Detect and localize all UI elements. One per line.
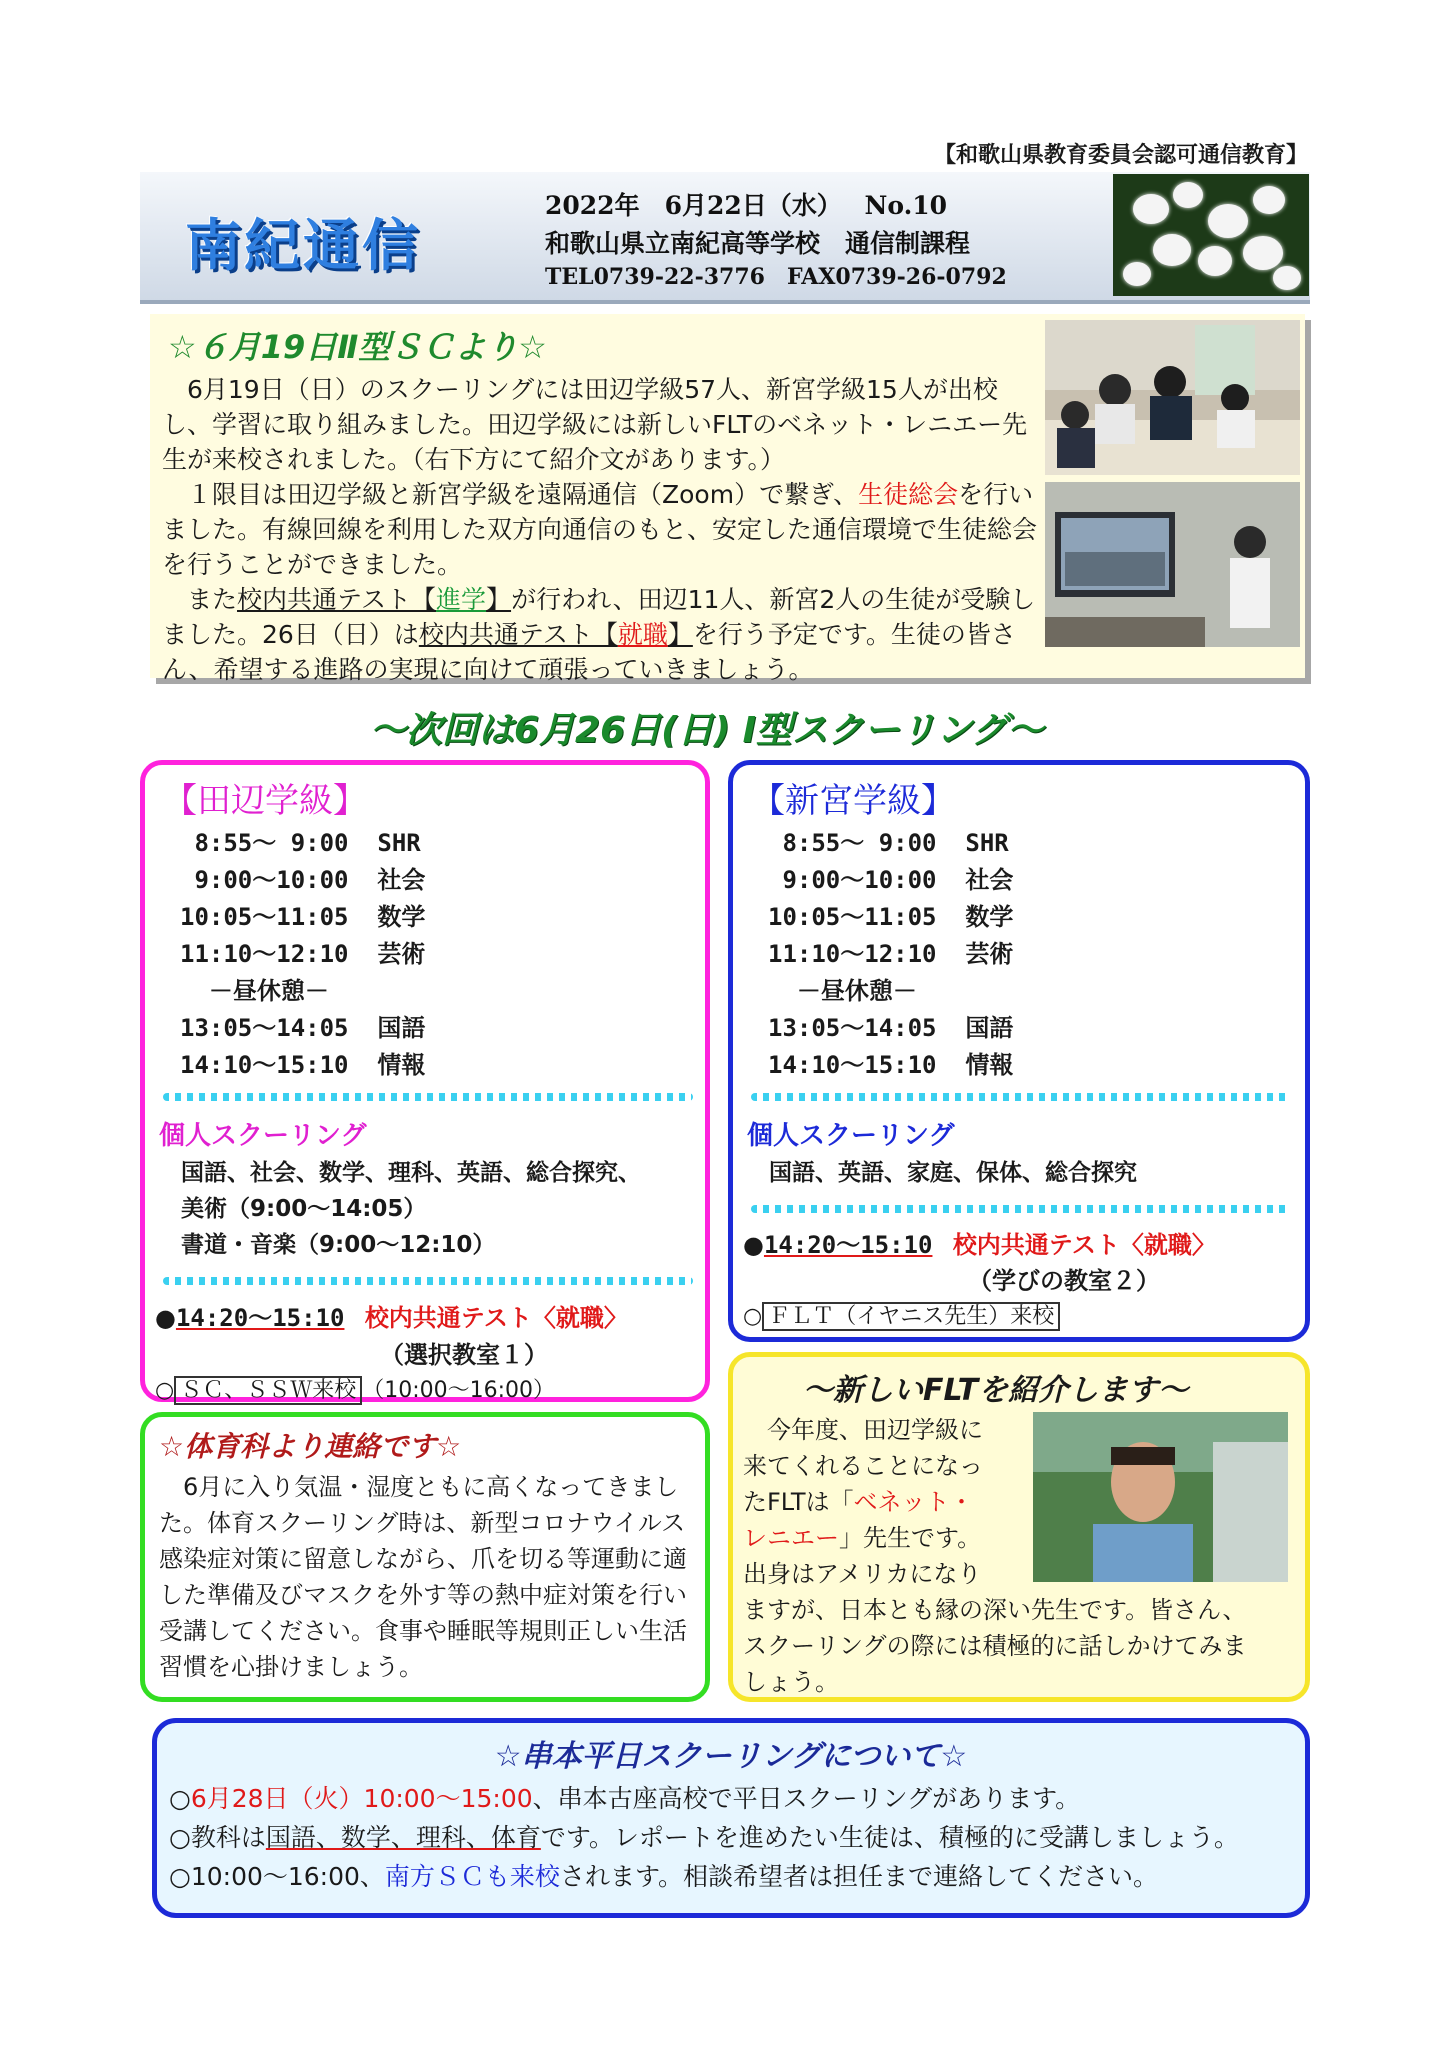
shingaku-highlight: 進学	[436, 585, 487, 614]
schedule-row: 14:10～15:10 情報	[768, 1051, 1014, 1079]
approval-note: 【和歌山県教育委員会認可通信教育】	[933, 142, 1308, 168]
shingu-test-line: ●14:20～15:10 校内共通テスト〈就職〉	[743, 1231, 1216, 1259]
zoom-assembly-photo-art	[1045, 482, 1300, 647]
schedule-row: 11:10～12:10 芸術	[768, 940, 1014, 968]
tanabe-test-line: ●14:20～15:10 校内共通テスト〈就職〉	[155, 1304, 628, 1332]
school-name: 和歌山県立南紀高等学校 通信制課程	[545, 229, 971, 258]
classroom-photo-art	[1045, 320, 1300, 475]
wave-divider	[751, 1205, 1291, 1213]
contact-line: TEL0739-22-3776 FAX0739-26-0792	[545, 264, 1007, 290]
sc-visit-note: ＳＣ、ＳＳＷ来校	[174, 1376, 362, 1405]
shingu-schedule	[768, 825, 1013, 1084]
kushimoto-line-3: ○10:00～16:00、南方ＳＣも来校されます。相談希望者は担任まで連絡してください。	[169, 1862, 1158, 1891]
student-assembly-highlight: 生徒総会	[858, 480, 959, 509]
tanabe-schedule	[180, 825, 425, 1084]
tanabe-kojin-title: 個人スクーリング	[159, 1121, 367, 1151]
pe-notice-body: 6月に入り気温・湿度ともに高くなってきました。体育スクーリング時は、新型コロナウイルス感染症対策に留意しながら、爪を切る等運動に適した準備及びマスクを外す等の熱中症対策を行い受講してください。食事や睡眠等規則正しい生活習慣を心掛けましょう。	[159, 1473, 687, 1681]
schedule-row: 13:05～14:05 国語	[768, 1014, 1014, 1042]
wave-divider	[163, 1277, 693, 1285]
schedule-row: 10:05～11:05 数学	[180, 903, 426, 931]
pe-notice-panel	[140, 1412, 710, 1702]
sc-report-title: ☆６月19日Ⅱ型ＳＣより☆	[168, 328, 547, 366]
kushimoto-weekday-panel	[152, 1718, 1310, 1918]
lunch-break-row: －昼休憩－	[180, 977, 329, 1005]
header-date-line	[545, 186, 947, 222]
schedule-row: 9:00～10:00 社会	[768, 866, 1014, 894]
tanabe-sc-line: ○ ＳＣ、ＳＳＷ来校 （10:00～16:00）	[155, 1378, 556, 1403]
lunch-break-row: －昼休憩－	[768, 977, 917, 1005]
shingu-test-room: （学びの教室２）	[968, 1267, 1160, 1295]
tanabe-test-room: （選択教室１）	[380, 1341, 548, 1369]
flt-name-highlight: ベネット・	[853, 1488, 974, 1516]
shingu-flt-line: ○ ＦＬＴ（イヤニス先生）来校	[743, 1299, 1060, 1330]
schedule-row: 8:55～ 9:00 SHR	[768, 829, 1009, 857]
kushimoto-line-2: ○教科は国語、数学、理科、体育です。レポートを進めたい生徒は、積極的に受講しましょう。	[169, 1823, 1239, 1852]
tanabe-kojin-subjects: 国語、社会、数学、理科、英語、総合探究、 美術（9:00～14:05） 書道・音楽（9:00～12:10）	[181, 1160, 641, 1258]
classroom-photo	[1045, 320, 1300, 475]
shushoku-highlight: 就職	[617, 620, 668, 649]
flt-visit-note: ＦＬＴ（イヤニス先生）来校	[762, 1302, 1060, 1331]
newsletter-header	[140, 172, 1310, 304]
issue-date: 2022年 6月22日（水）	[545, 191, 842, 220]
sc-paragraph-2: １限目は田辺学級と新宮学級を遠隔通信（Zoom）で繋ぎ、生徒総会を行いました。有線回線を利用した双方向通信のもと、安定した通信環境で生徒総会を行うことができました。	[162, 480, 1038, 579]
new-flt-title: ～新しいFLTを紹介します～	[803, 1373, 1189, 1408]
kushimoto-body	[169, 1779, 1239, 1896]
shingu-class-panel	[728, 760, 1310, 1342]
kushimoto-title: ☆串本平日スクーリングについて☆	[494, 1739, 968, 1774]
schedule-row: 10:05～11:05 数学	[768, 903, 1014, 931]
schedule-row: 9:00～10:00 社会	[180, 866, 426, 894]
shingu-kojin-title: 個人スクーリング	[747, 1121, 955, 1151]
issue-number: No.10	[864, 191, 948, 220]
new-flt-body: 今年度、田辺学級に 来てくれることになっ たFLTは「ベネット・ レニエー」先生です。 出身はアメリカになり ますが、日本とも縁の深い先生です。皆さん、 スクーリングの際には積極的に話しかけてみま しょう。	[743, 1416, 1247, 1696]
tanabe-class-title: 【田辺学級】	[163, 781, 367, 821]
shingu-class-title: 【新宮学級】	[751, 781, 955, 821]
shingu-kojin-subjects: 国語、英語、家庭、保体、総合探究	[769, 1160, 1137, 1186]
flower-photo	[1113, 174, 1309, 296]
zoom-assembly-photo	[1045, 482, 1300, 647]
sc-paragraph-3: また校内共通テスト【進学】が行われ、田辺11人、新宮2人の生徒が受験しました。26日（日）は校内共通テスト【就職】を行う予定です。生徒の皆さん、希望する進路の実現に向けて頑張っていきましょう。	[162, 585, 1036, 684]
newsletter-logo: 南紀通信	[185, 214, 421, 279]
schedule-row: 8:55～ 9:00 SHR	[180, 829, 421, 857]
flt-teacher-photo-art	[1033, 1412, 1288, 1582]
next-schooling-title: ～次回は6月26日(日) Ⅰ型スクーリング～	[370, 710, 1044, 751]
wave-divider	[163, 1093, 693, 1101]
wave-divider	[751, 1093, 1291, 1101]
sc-report-body	[162, 372, 1037, 687]
schedule-row: 11:10～12:10 芸術	[180, 940, 426, 968]
sc-paragraph-1: 6月19日（日）のスクーリングには田辺学級57人、新宮学級15人が出校し、学習に取り組みました。田辺学級には新しいFLTのベネット・レニエー先生が来校されました。（右下方にて紹介文があります。）	[162, 375, 1028, 474]
sc-report-section	[150, 314, 1305, 684]
pe-notice-title: ☆体育科より連絡です☆	[159, 1430, 462, 1463]
flt-teacher-photo	[1033, 1412, 1288, 1582]
schedule-row: 14:10～15:10 情報	[180, 1051, 426, 1079]
new-flt-panel	[728, 1352, 1310, 1702]
kushimoto-line-1: ○6月28日（火）10:00～15:00、串本古座高校で平日スクーリングがあります。	[169, 1784, 1081, 1813]
flt-name-highlight: レニエー	[743, 1524, 839, 1552]
tanabe-class-panel	[140, 760, 710, 1402]
schedule-row: 13:05～14:05 国語	[180, 1014, 426, 1042]
